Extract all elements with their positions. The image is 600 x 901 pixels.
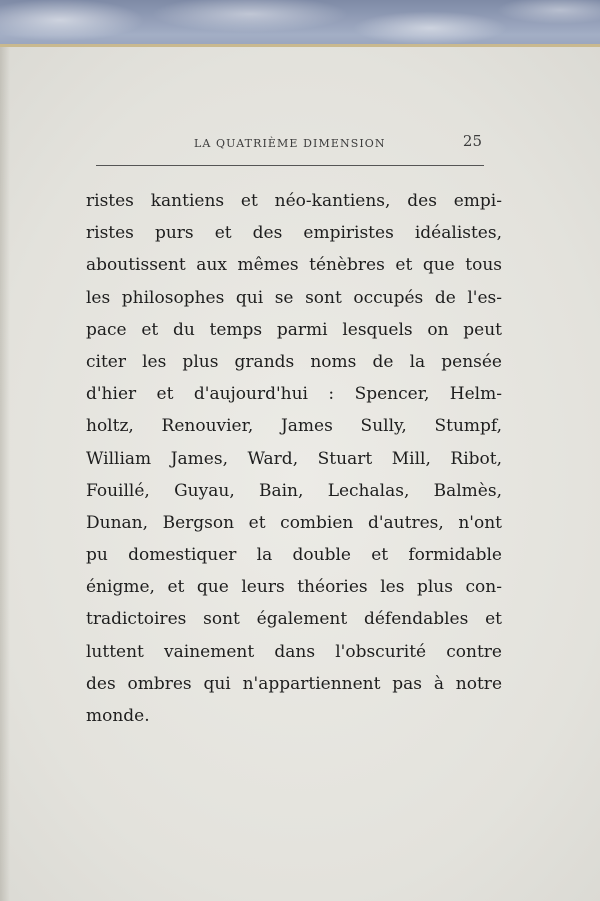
text-line: luttent vainement dans l'obscurité contre xyxy=(86,641,502,662)
text-line: ristes purs et des empiristes idéalistes, xyxy=(86,223,502,244)
body-text xyxy=(86,185,502,732)
text-line: citer les plus grands noms de la pensée xyxy=(86,351,502,372)
text-line: monde. xyxy=(86,706,150,726)
text-line: énigme, et que leurs théories les plus con- xyxy=(86,577,502,598)
running-head xyxy=(98,134,484,154)
text-line: les philosophes qui se sont occupés de l'es- xyxy=(86,287,502,308)
text-line: William James, Ward, Stuart Mill, Ribot, xyxy=(86,448,502,469)
text-line: pace et du temps parmi lesquels on peut xyxy=(86,319,502,340)
text-line: pu domestiquer la double et formidable xyxy=(86,545,502,566)
text-line: holtz, Renouvier, James Sully, Stumpf, xyxy=(86,416,502,437)
text-line: des ombres qui n'appartiennent pas à notre xyxy=(86,673,502,694)
text-line: Fouillé, Guyau, Bain, Lechalas, Balmès, xyxy=(86,480,502,501)
text-line: aboutissent aux mêmes ténèbres et que tous xyxy=(86,255,502,276)
text-line: d'hier et d'aujourd'hui : Spencer, Helm- xyxy=(86,384,502,405)
text-line: tradictoires sont également défendables et xyxy=(86,609,502,630)
page-number: 25 xyxy=(462,132,482,150)
text-line: Dunan, Bergson et combien d'autres, n'ont xyxy=(86,512,502,533)
text-line: ristes kantiens et néo-kantiens, des empi- xyxy=(86,191,502,211)
header-rule xyxy=(96,165,484,166)
page-edge-shadow xyxy=(0,47,10,901)
running-head-title: LA QUATRIÈME DIMENSION xyxy=(194,137,386,150)
